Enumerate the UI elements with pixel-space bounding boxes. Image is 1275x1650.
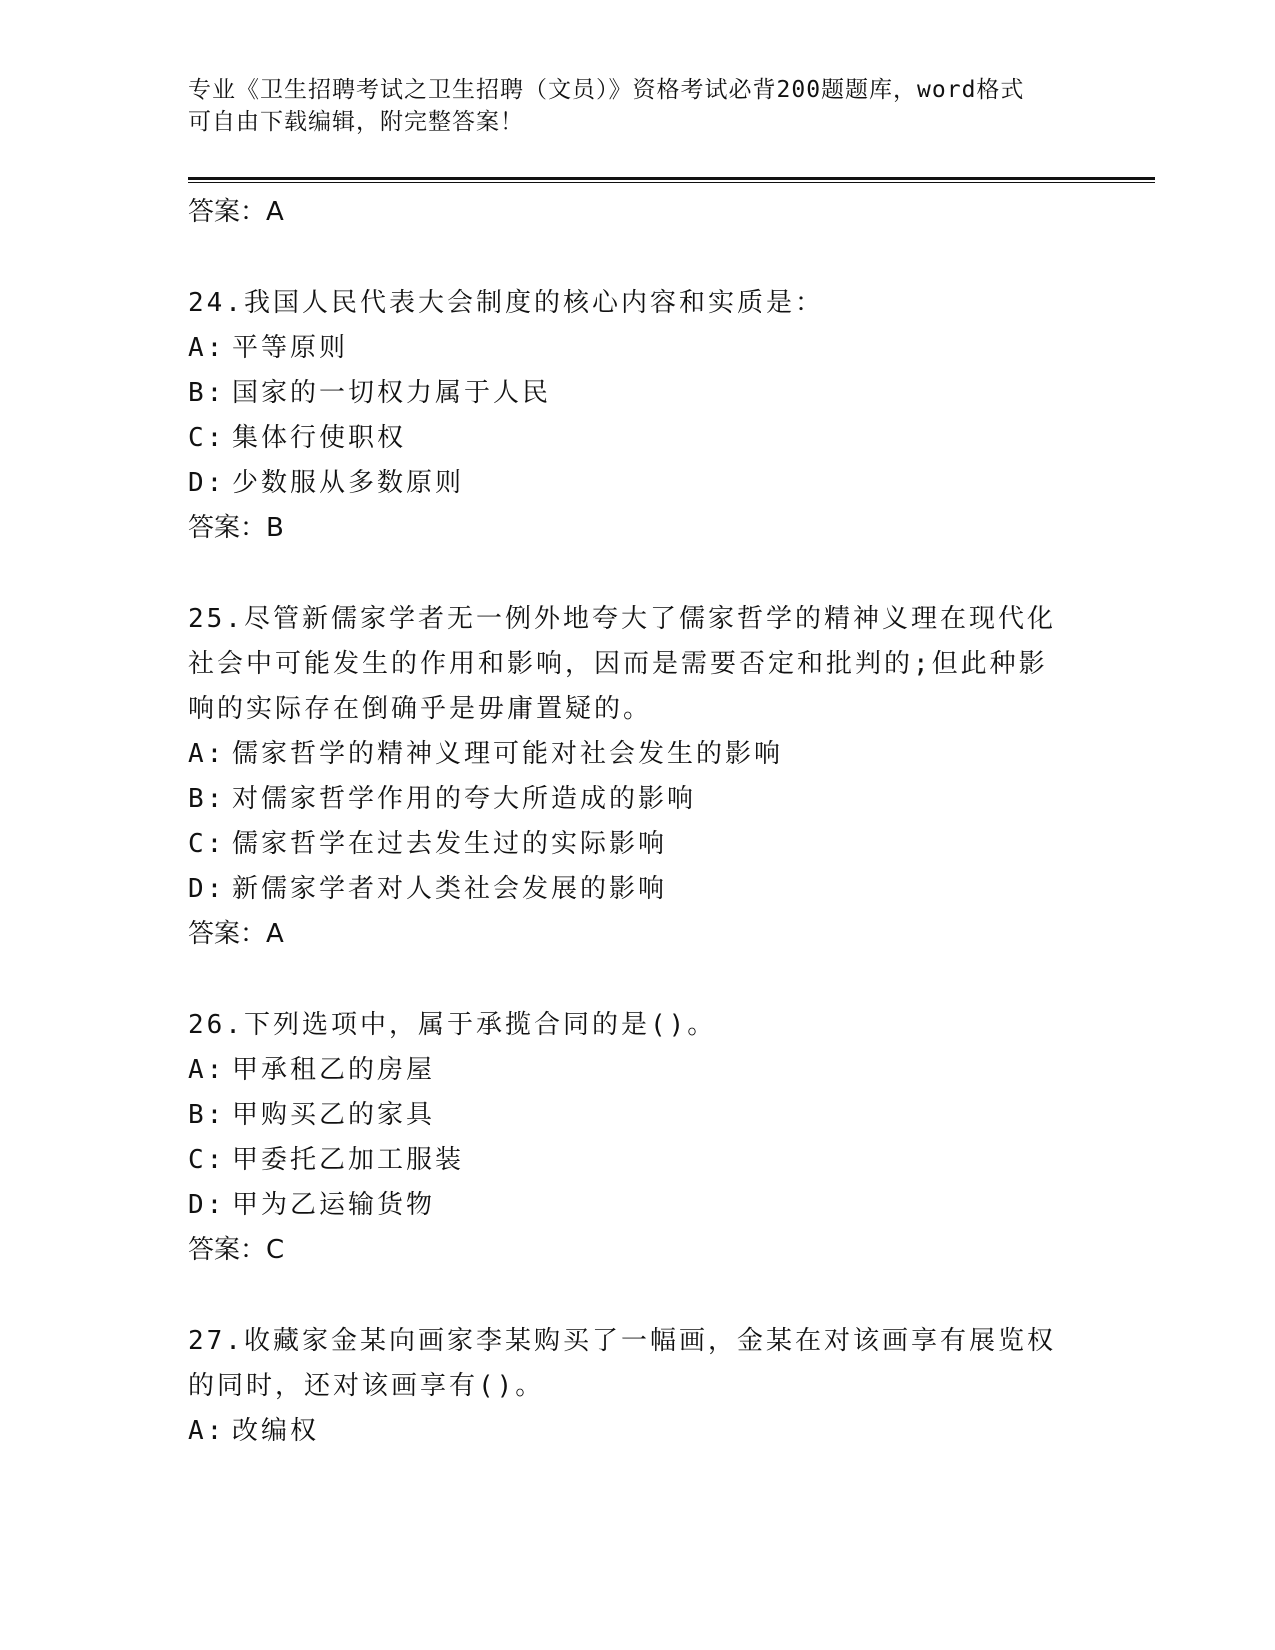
- option-text: 甲购买乙的家具: [232, 1100, 436, 1130]
- option-a: [188, 1409, 1088, 1454]
- option-b: [188, 371, 1088, 416]
- option-text: 平等原则: [232, 333, 349, 363]
- option-text: 新儒家学者对人类社会发展的影响: [232, 874, 668, 904]
- option-d: [188, 461, 1088, 506]
- option-letter: C:: [188, 423, 226, 453]
- previous-answer: 答案：A: [188, 197, 284, 227]
- option-text: 甲委托乙加工服装: [232, 1145, 465, 1175]
- question-stem: 25.尽管新儒家学者无一例外地夸大了儒家哲学的精神义理在现代化社会中可能发生的作用和影响，因而是需要否定和批判的;但此种影响的实际存在倒确乎是毋庸置疑的。: [188, 604, 1056, 724]
- option-letter: D:: [188, 1190, 226, 1220]
- option-letter: A:: [188, 739, 226, 769]
- answer: 答案：A: [188, 919, 284, 949]
- option-a: [188, 326, 1088, 371]
- question-27: [188, 1319, 1088, 1454]
- option-text: 甲承租乙的房屋: [232, 1055, 436, 1085]
- option-a: [188, 1048, 1088, 1093]
- option-letter: B:: [188, 1100, 226, 1130]
- option-text: 儒家哲学在过去发生过的实际影响: [232, 829, 668, 859]
- option-letter: A:: [188, 1055, 226, 1085]
- header-rule-thin: [188, 182, 1155, 183]
- option-b: [188, 777, 1088, 822]
- option-letter: B:: [188, 784, 226, 814]
- option-letter: D:: [188, 468, 226, 498]
- option-c: [188, 822, 1088, 867]
- answer: 答案：C: [188, 1235, 285, 1265]
- option-text: 少数服从多数原则: [232, 468, 465, 498]
- option-a: [188, 732, 1088, 777]
- header-rule-thick: [188, 177, 1155, 180]
- option-text: 集体行使职权: [232, 423, 407, 453]
- option-d: [188, 867, 1088, 912]
- option-letter: C:: [188, 829, 226, 859]
- question-list: [188, 190, 1088, 1454]
- option-c: [188, 1138, 1088, 1183]
- question-stem: 27.收藏家金某向画家李某购买了一幅画，金某在对该画享有展览权的同时，还对该画享有()。: [188, 1326, 1056, 1401]
- option-d: [188, 1183, 1088, 1228]
- option-text: 儒家哲学的精神义理可能对社会发生的影响: [232, 739, 784, 769]
- option-letter: D:: [188, 874, 226, 904]
- question-24: [188, 281, 1088, 551]
- option-text: 改编权: [232, 1416, 320, 1446]
- option-text: 甲为乙运输货物: [232, 1190, 436, 1220]
- option-b: [188, 1093, 1088, 1138]
- option-letter: C:: [188, 1145, 226, 1175]
- question-stem: 24.我国人民代表大会制度的核心内容和实质是：: [188, 288, 824, 318]
- option-letter: A:: [188, 1416, 226, 1446]
- option-letter: A:: [188, 333, 226, 363]
- question-25: [188, 597, 1088, 957]
- option-text: 对儒家哲学作用的夸大所造成的影响: [232, 784, 697, 814]
- question-26: [188, 1003, 1088, 1273]
- option-c: [188, 416, 1088, 461]
- answer: 答案：B: [188, 513, 284, 543]
- question-stem: 26.下列选项中，属于承揽合同的是()。: [188, 1010, 717, 1040]
- header-title-line-2: 可自由下载编辑，附完整答案！: [188, 109, 524, 135]
- header-title-line-1: 专业《卫生招聘考试之卫生招聘（文员）》资格考试必背200题题库，word格式: [188, 77, 1025, 103]
- option-text: 国家的一切权力属于人民: [232, 378, 552, 408]
- document-header: [188, 74, 1068, 138]
- option-letter: B:: [188, 378, 226, 408]
